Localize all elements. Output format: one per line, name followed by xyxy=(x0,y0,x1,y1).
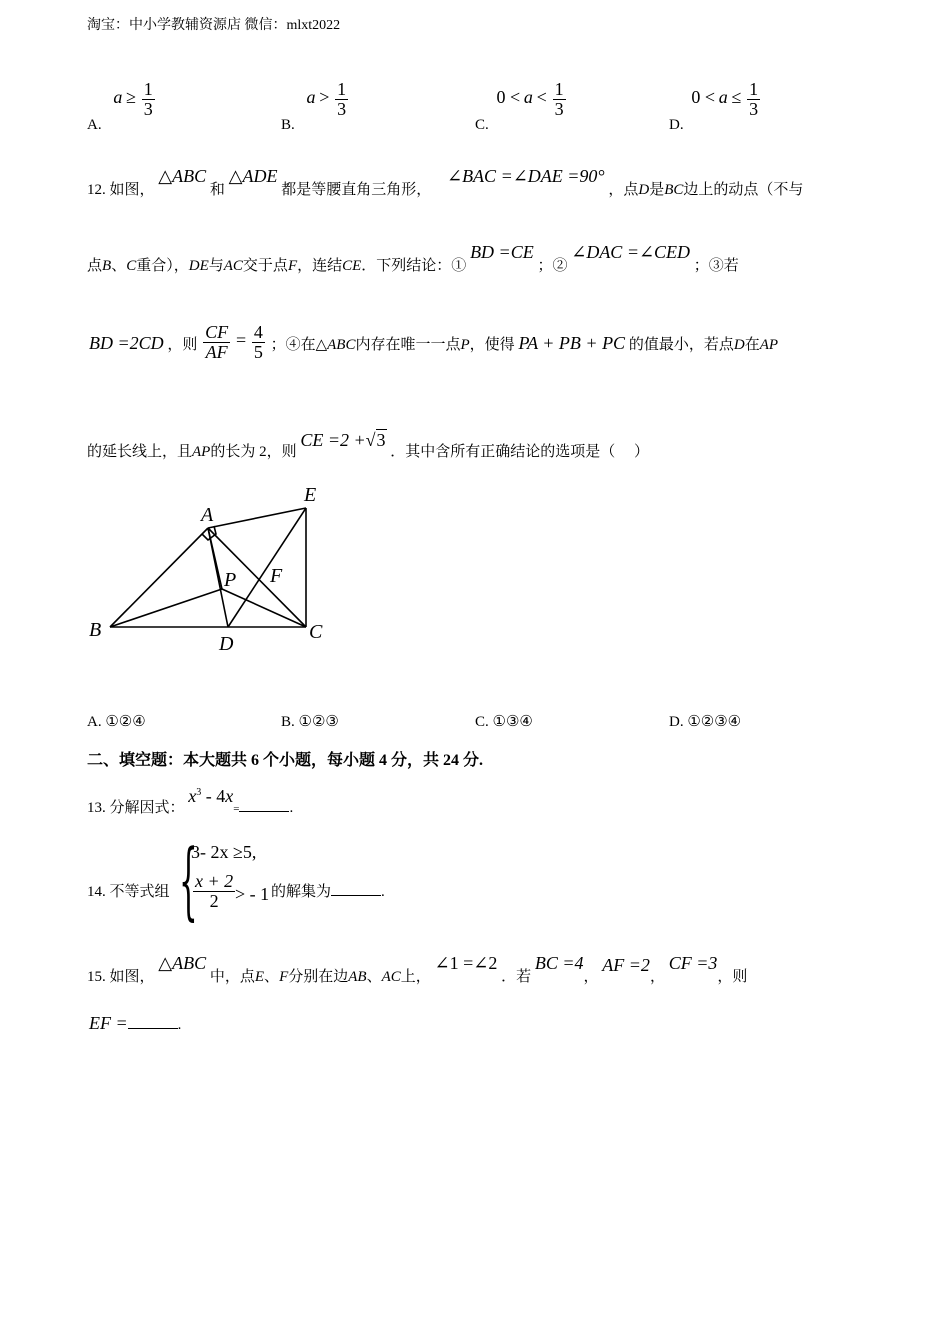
inequality-row-1: 3- 2x ≥5, xyxy=(191,842,257,862)
answer-blank[interactable] xyxy=(331,883,381,896)
option-fraction: $\frac{1}{3}$ xyxy=(143,79,153,119)
q11-option-a[interactable] xyxy=(87,79,157,133)
option-op: ≥ xyxy=(126,86,136,107)
ratio-cf-af: $\frac{CF}{AF}$ xyxy=(205,322,229,362)
option-letter: C. xyxy=(475,116,489,133)
segment-pc xyxy=(222,589,306,627)
ce-expression: CE =2 + xyxy=(300,430,366,450)
triangle-abc: △ABC xyxy=(158,166,207,186)
q12-option-d[interactable]: D. ①②③④ xyxy=(669,714,742,730)
angle-equation: ∠BAC =∠DAE =90° xyxy=(446,166,605,186)
option-var: a xyxy=(718,86,728,107)
option-letter: A. xyxy=(87,116,102,133)
option-var: a xyxy=(306,86,316,107)
segment-ap xyxy=(208,528,222,589)
q11-option-c[interactable] xyxy=(475,79,568,133)
option-var: a xyxy=(523,86,533,107)
q11-option-d[interactable] xyxy=(669,79,762,133)
answer-blank[interactable] xyxy=(128,1016,178,1029)
q12-line-1: 12. 如图， △ABC 和 △ADE 都是等腰直角三角形， ∠BAC =∠DAE =90° ，点D是BC边上的动点（不与 xyxy=(87,166,804,198)
label-a: A xyxy=(201,504,214,526)
sum-expression: PA + PB + PC xyxy=(518,332,626,353)
conclusion-2: ∠DAC =∠CED xyxy=(571,242,691,262)
q12-option-a[interactable]: A. ①②④ xyxy=(87,714,146,730)
q15-line-2: EF = . xyxy=(89,1013,182,1033)
option-letter: D. xyxy=(669,116,684,133)
geometry-diagram xyxy=(85,478,335,658)
label-e: E xyxy=(304,484,317,506)
option-fraction: $\frac{1}{3}$ xyxy=(749,79,759,119)
option-var: a xyxy=(113,86,123,107)
conclusion-1: BD =CE xyxy=(470,242,534,262)
q13: 13. 分解因式： $x^3 - 4x=$ . xyxy=(87,786,294,816)
option-op: ≤ xyxy=(731,86,742,107)
inequality-row-2-tail: > - 1 xyxy=(235,884,270,904)
q12-line-4: 的延长线上，且AP的长为 2，则 CE =2 +√3 ．其中含所有正确结论的选项是（ ） xyxy=(87,430,650,460)
label-p: P xyxy=(224,569,237,591)
label-c: C xyxy=(309,621,323,643)
option-fraction: $\frac{1}{3}$ xyxy=(337,79,347,119)
answer-blank[interactable] xyxy=(239,799,289,812)
q15-line-1: 15. 如图， △ABC 中，点E、F分别在边AB、AC上， ∠1 =∠2 ．若 BC =4， AF =2， CF =3，则 xyxy=(87,953,748,985)
segment-ab xyxy=(110,528,208,627)
option-fraction: $\frac{1}{3}$ xyxy=(554,79,564,119)
radicand: 3 xyxy=(376,430,386,450)
q12-option-c[interactable]: C. ①③④ xyxy=(475,714,533,730)
label-d: D xyxy=(219,633,234,655)
q12-line-2: 点B、C重合），DE与AC交于点F，连结CE．下列结论：① BD =CE ；② ∠DAC =∠CED ；③若 xyxy=(87,242,739,274)
segment-ae xyxy=(208,508,306,528)
option-pre: 0 < xyxy=(691,86,715,107)
label-f: F xyxy=(270,565,283,587)
q12-option-b[interactable]: B. ①②③ xyxy=(281,714,339,730)
option-op: < xyxy=(536,86,547,107)
conclusion-3-condition: BD =2CD xyxy=(89,332,164,353)
section-title: 二、填空题：本大题共 6 个小题，每小题 4 分，共 24 分. xyxy=(87,752,484,769)
ratio-value: $\frac{4}{5}$ xyxy=(253,322,263,362)
label-b: B xyxy=(89,619,102,641)
option-letter: B. xyxy=(281,116,295,133)
q12-line-3: BD =2CD ，则 $\frac{CF}{AF}$ = $\frac{4}{5}$ ；④在△ABC内存在唯一一点P，使得 PA + PB + PC 的值最小，若点D在AP xyxy=(89,322,779,362)
q11-option-b[interactable] xyxy=(281,79,350,133)
option-pre: 0 < xyxy=(496,86,521,107)
segment-bp xyxy=(110,589,222,627)
inequality-fraction: $\frac{x + 2}{2}$ xyxy=(195,871,234,911)
q12-figure xyxy=(85,478,335,658)
triangle-ade: △ADE xyxy=(228,166,278,186)
segment-ac xyxy=(208,528,306,627)
header-text: 淘宝：中小学教辅资源店 微信：mlxt2022 xyxy=(87,18,341,33)
brace-symbol: { xyxy=(179,831,198,929)
option-op: > xyxy=(319,86,330,107)
